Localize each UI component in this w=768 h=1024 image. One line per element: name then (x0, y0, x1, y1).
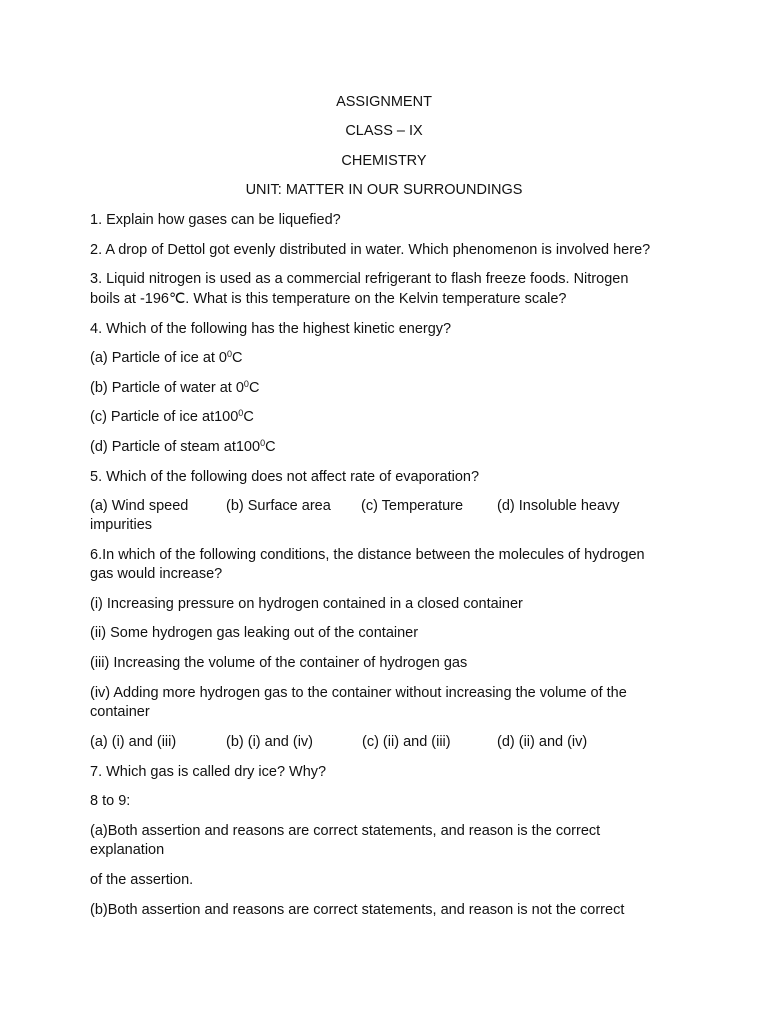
assertion-option-b-line-1: (b)Both assertion and reasons are correct statements, and reason is not the correct (90, 902, 625, 918)
question-6-option-d: (d) (ii) and (iv) (497, 734, 588, 750)
question-6-item-i: (i) Increasing pressure on hydrogen contained in a closed container (90, 596, 523, 612)
question-6-item-iv-line-1: (iv) Adding more hydrogen gas to the container without increasing the volume of the (90, 685, 627, 701)
subject-heading: CHEMISTRY (341, 153, 427, 169)
degree-superscript: 0 (243, 379, 249, 389)
question-3-line-1: 3. Liquid nitrogen is used as a commercial refrigerant to flash freeze foods. Nitrogen (90, 271, 629, 287)
option-text: (c) Particle of ice at100 (90, 409, 239, 425)
question-6-item-ii: (ii) Some hydrogen gas leaking out of the container (90, 625, 419, 641)
question-5-option-a: (a) Wind speed (90, 498, 189, 514)
question-6-item-iii: (iii) Increasing the volume of the container of hydrogen gas (90, 655, 468, 671)
question-5-option-b: (b) Surface area (226, 498, 331, 514)
section-8-to-9: 8 to 9: (90, 793, 131, 809)
celsius-unit: C (232, 350, 243, 366)
assertion-option-a-line-3: of the assertion. (90, 872, 194, 888)
question-6-option-c: (c) (ii) and (iii) (362, 734, 451, 750)
option-text: (d) Particle of steam at100 (90, 439, 261, 455)
question-6-line-2: gas would increase? (90, 566, 223, 582)
degree-superscript: 0 (260, 438, 266, 448)
question-4-option-b (90, 379, 690, 398)
question-6-options (90, 733, 690, 752)
question-7: 7. Which gas is called dry ice? Why? (90, 764, 327, 780)
question-5: 5. Which of the following does not affect rate of evaporation? (90, 469, 480, 485)
question-1: 1. Explain how gases can be liquefied? (90, 212, 341, 228)
question-5-option-d-continued: impurities (90, 517, 153, 533)
document-title: ASSIGNMENT (336, 94, 432, 110)
degree-superscript: 0 (227, 349, 233, 359)
question-6-item-iv-line-2: container (90, 704, 150, 720)
question-3-line-2: boils at -196℃. What is this temperature on the Kelvin temperature scale? (90, 291, 567, 307)
question-4: 4. Which of the following has the highest kinetic energy? (90, 321, 452, 337)
question-6-option-b: (b) (i) and (iv) (226, 734, 314, 750)
question-5-option-c: (c) Temperature (361, 498, 464, 514)
class-heading: CLASS – IX (345, 123, 423, 139)
degree-superscript: 0 (238, 408, 244, 418)
question-4-option-c (90, 408, 690, 427)
question-4-option-d (90, 438, 690, 457)
question-2: 2. A drop of Dettol got evenly distributed in water. Which phenomenon is involved here? (90, 242, 651, 258)
assertion-option-a-line-2: explanation (90, 842, 165, 858)
unit-heading: UNIT: MATTER IN OUR SURROUNDINGS (245, 182, 523, 198)
celsius-unit: C (248, 380, 260, 396)
question-5-options (90, 497, 690, 516)
question-5-option-d: (d) Insoluble heavy (497, 498, 620, 514)
question-4-option-a (90, 349, 690, 368)
option-text: (a) Particle of ice at 0 (90, 350, 227, 366)
celsius-unit: C (265, 439, 276, 455)
celsius-unit: C (243, 409, 254, 425)
assertion-option-a-line-1: (a)Both assertion and reasons are correct statements, and reason is the correct (90, 823, 601, 839)
question-6-line-1: 6.In which of the following conditions, the distance between the molecules of hydrogen (90, 547, 645, 563)
question-6-option-a: (a) (i) and (iii) (90, 734, 177, 750)
option-text: (b) Particle of water at 0 (90, 380, 244, 396)
